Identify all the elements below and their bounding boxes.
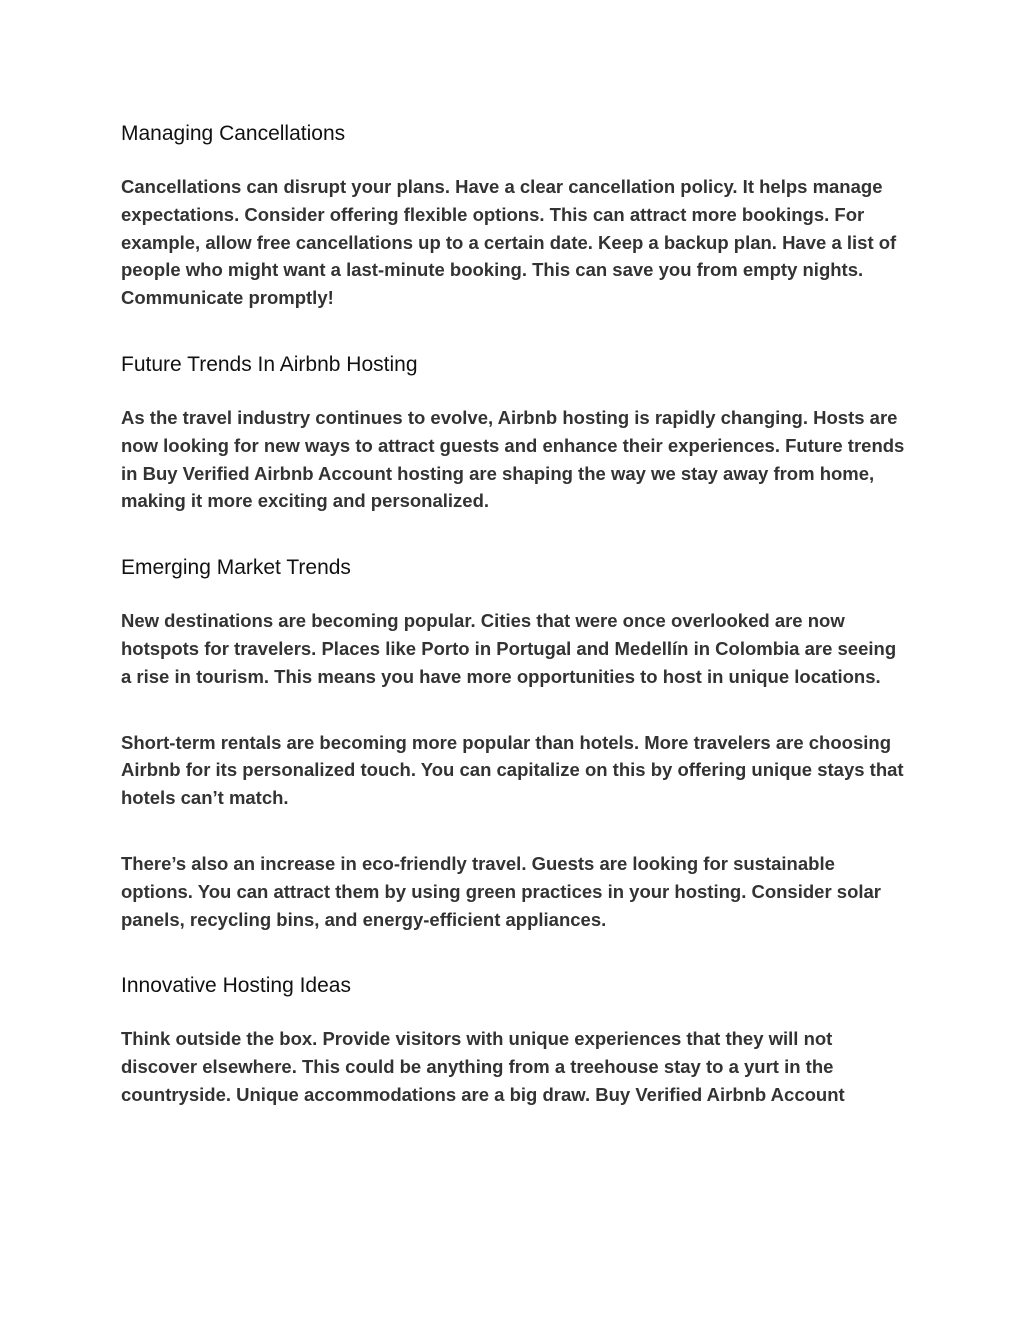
section-heading-innovative-hosting-ideas: Innovative Hosting Ideas [121,974,351,998]
paragraph: Cancellations can disrupt your plans. Have a clear cancellation policy. It helps manage expectations. Consider offering flexible options. This can attract more bookings. For example, allow free cancellations up to a certain date. Keep a backup plan. Have a list of people who might want a last-minute booking. This can save you from empty nights. Communicate promptly! [121,176,897,309]
section-heading-managing-cancellations: Managing Cancellations [121,122,346,145]
paragraph: Short-term rentals are becoming more popular than hotels. More travelers are choosing Airbnb for its personalized touch. You can capitalize on this by offering unique stays that hotels can’t match. [121,731,904,809]
section-heading-emerging-market-trends: Emerging Market Trends [121,556,351,580]
paragraph: As the travel industry continues to evolve, Airbnb hosting is rapidly changing. Hosts are now looking for new ways to attract guests and enhance their experiences. Future trends in Buy Verified Airbnb Account hosting are shaping the way we stay away from home, making it more exciting and personalized. [121,406,905,512]
section-heading-future-trends: Future Trends In Airbnb Hosting [121,352,418,376]
document-page [121,117,911,1109]
paragraph: There’s also an increase in eco-friendly travel. Guests are looking for sustainable options. You can attract them by using green practices in your hosting. Consider solar panels, recycling bins, and energy-efficient appliances. [121,852,882,930]
paragraph: Think outside the box. Provide visitors with unique experiences that they will not discover elsewhere. This could be anything from a treehouse stay to a yurt in the countryside. Unique accommodations are a big draw. Buy Verified Airbnb Account [121,1028,845,1105]
paragraph: New destinations are becoming popular. Cities that were once overlooked are now hotspots for travelers. Places like Porto in Portugal and Medellín in Colombia are seeing a rise in tourism. This means you have more opportunities to host in unique locations. [121,610,897,687]
